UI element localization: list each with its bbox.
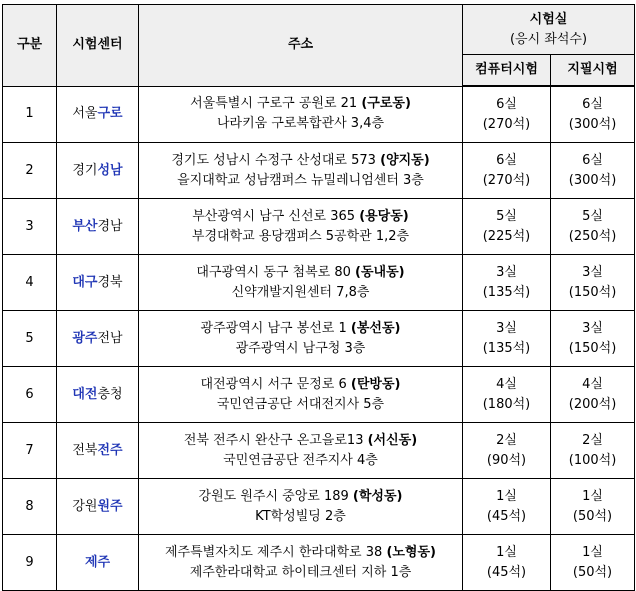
address-cell bbox=[139, 311, 463, 367]
computer-exam-seats: (225석) bbox=[482, 228, 531, 244]
address-cell bbox=[139, 423, 463, 479]
address-street: 경기도 성남시 수정구 산성대로 573 bbox=[171, 152, 381, 168]
address-cell bbox=[139, 367, 463, 423]
header-exam-rooms-title: 시험실 bbox=[529, 11, 568, 27]
address-line-2: 나라키움 구로복합관사 3,4층 bbox=[216, 116, 385, 132]
address-street: 대구광역시 동구 첨복로 80 bbox=[196, 264, 356, 280]
address-dong: (양지동) bbox=[380, 152, 430, 168]
written-exam-cell bbox=[551, 535, 635, 591]
written-exam-seats: (100석) bbox=[568, 452, 617, 468]
computer-exam-cell bbox=[463, 255, 551, 311]
center-city-highlight: 대구 bbox=[72, 274, 98, 290]
row-number: 7 bbox=[3, 423, 57, 479]
address-line-1 bbox=[139, 207, 462, 227]
address-dong: (봉선동) bbox=[350, 320, 401, 336]
row-number: 8 bbox=[3, 479, 57, 535]
address-line-1 bbox=[139, 319, 462, 339]
test-center-name bbox=[57, 479, 139, 535]
computer-exam-seats: (180석) bbox=[482, 396, 531, 412]
address-line-2: 제주한라대학교 하이테크센터 지하 1층 bbox=[189, 564, 412, 580]
row-number: 2 bbox=[3, 143, 57, 199]
test-center-name bbox=[57, 255, 139, 311]
center-region-suffix: 충청 bbox=[97, 386, 123, 402]
test-center-name bbox=[57, 86, 139, 143]
table-row bbox=[3, 479, 635, 535]
written-exam-seats: (300석) bbox=[568, 172, 617, 188]
test-center-name bbox=[57, 367, 139, 423]
address-street: 서울특별시 구로구 공원로 21 bbox=[190, 96, 362, 112]
row-number: 5 bbox=[3, 311, 57, 367]
written-exam-rooms: 6실 bbox=[582, 96, 603, 112]
address-line-2: 부경대학교 용당캠퍼스 5공학관 1,2층 bbox=[191, 228, 410, 244]
computer-exam-seats: (270석) bbox=[482, 172, 531, 188]
table-row bbox=[3, 311, 635, 367]
center-city-highlight: 성남 bbox=[97, 162, 123, 178]
written-exam-rooms: 5실 bbox=[582, 208, 603, 224]
written-exam-cell bbox=[551, 143, 635, 199]
center-city-highlight: 부산 bbox=[72, 218, 98, 234]
computer-exam-seats: (135석) bbox=[482, 284, 531, 300]
address-dong: (학성동) bbox=[352, 488, 403, 504]
test-center-name bbox=[57, 423, 139, 479]
computer-exam-cell bbox=[463, 535, 551, 591]
header-written-exam: 지필시험 bbox=[551, 55, 635, 87]
computer-exam-rooms: 4실 bbox=[496, 376, 517, 392]
computer-exam-seats: (270석) bbox=[482, 116, 531, 132]
computer-exam-rooms: 6실 bbox=[496, 96, 517, 112]
written-exam-rooms: 1실 bbox=[582, 488, 603, 504]
row-number: 3 bbox=[3, 199, 57, 255]
computer-exam-cell bbox=[463, 86, 551, 143]
written-exam-seats: (200석) bbox=[568, 396, 617, 412]
address-line-2: 신약개발지원센터 7,8층 bbox=[231, 284, 370, 300]
written-exam-cell bbox=[551, 367, 635, 423]
computer-exam-cell bbox=[463, 479, 551, 535]
row-number: 1 bbox=[3, 86, 57, 143]
written-exam-cell bbox=[551, 423, 635, 479]
computer-exam-rooms: 1실 bbox=[496, 488, 517, 504]
written-exam-rooms: 1실 bbox=[582, 544, 603, 560]
center-city-highlight: 원주 bbox=[97, 498, 123, 514]
test-center-name bbox=[57, 143, 139, 199]
computer-exam-seats: (45석) bbox=[486, 564, 527, 580]
address-line-1 bbox=[139, 263, 462, 283]
address-line-1 bbox=[139, 94, 462, 114]
address-dong: (서신동) bbox=[367, 432, 418, 448]
written-exam-rooms: 3실 bbox=[582, 264, 603, 280]
table-row bbox=[3, 423, 635, 479]
center-region-prefix: 경기 bbox=[72, 162, 98, 178]
header-number: 구분 bbox=[3, 5, 57, 87]
table-row bbox=[3, 143, 635, 199]
computer-exam-rooms: 3실 bbox=[496, 264, 517, 280]
center-region-prefix: 강원 bbox=[72, 498, 98, 514]
written-exam-cell bbox=[551, 86, 635, 143]
computer-exam-rooms: 5실 bbox=[496, 208, 517, 224]
row-number: 4 bbox=[3, 255, 57, 311]
center-region-suffix: 전남 bbox=[97, 330, 123, 346]
written-exam-cell bbox=[551, 199, 635, 255]
written-exam-seats: (50석) bbox=[572, 508, 613, 524]
computer-exam-cell bbox=[463, 367, 551, 423]
computer-exam-rooms: 2실 bbox=[496, 432, 517, 448]
header-test-center: 시험센터 bbox=[57, 5, 139, 87]
test-center-table bbox=[2, 4, 635, 591]
center-region-prefix: 서울 bbox=[72, 106, 98, 122]
table-row bbox=[3, 86, 635, 143]
address-cell bbox=[139, 535, 463, 591]
center-city-highlight: 광주 bbox=[72, 330, 98, 346]
computer-exam-rooms: 3실 bbox=[496, 320, 517, 336]
center-region-prefix: 전북 bbox=[72, 442, 98, 458]
computer-exam-cell bbox=[463, 143, 551, 199]
address-street: 부산광역시 남구 신선로 365 bbox=[192, 208, 360, 224]
address-street: 광주광역시 남구 봉선로 1 bbox=[200, 320, 351, 336]
address-dong: (노형동) bbox=[386, 544, 436, 560]
address-cell bbox=[139, 199, 463, 255]
address-line-2: 국민연금공단 전주지사 4층 bbox=[223, 452, 378, 468]
center-city-highlight: 대전 bbox=[72, 386, 98, 402]
center-city-highlight: 제주 bbox=[84, 554, 111, 570]
written-exam-seats: (150석) bbox=[568, 340, 617, 356]
computer-exam-cell bbox=[463, 199, 551, 255]
written-exam-rooms: 3실 bbox=[582, 320, 603, 336]
computer-exam-cell bbox=[463, 423, 551, 479]
center-city-highlight: 구로 bbox=[97, 106, 123, 122]
table-row bbox=[3, 367, 635, 423]
header-exam-rooms-subtitle: (응시 좌석수) bbox=[509, 31, 588, 47]
address-street: 제주특별자치도 제주시 한라대학로 38 bbox=[164, 544, 387, 560]
computer-exam-rooms: 6실 bbox=[496, 152, 517, 168]
address-line-1 bbox=[139, 487, 462, 507]
written-exam-seats: (50석) bbox=[572, 564, 613, 580]
address-line-1 bbox=[139, 375, 462, 395]
address-line-2: KT학성빌딩 2층 bbox=[255, 508, 346, 524]
address-line-2: 광주광역시 남구청 3층 bbox=[235, 340, 366, 356]
written-exam-cell bbox=[551, 255, 635, 311]
written-exam-rooms: 2실 bbox=[582, 432, 603, 448]
address-cell bbox=[139, 479, 463, 535]
written-exam-seats: (150석) bbox=[568, 284, 617, 300]
address-cell bbox=[139, 86, 463, 143]
address-line-1 bbox=[139, 431, 462, 451]
computer-exam-seats: (45석) bbox=[486, 508, 527, 524]
center-region-suffix: 경남 bbox=[97, 218, 123, 234]
address-street: 대전광역시 서구 문정로 6 bbox=[200, 376, 351, 392]
center-region-suffix: 경북 bbox=[97, 274, 123, 290]
address-dong: (구로동) bbox=[361, 96, 411, 112]
table-row bbox=[3, 199, 635, 255]
test-center-name bbox=[57, 535, 139, 591]
table-row bbox=[3, 535, 635, 591]
written-exam-rooms: 4실 bbox=[582, 376, 603, 392]
address-street: 전북 전주시 완산구 온고을로13 bbox=[183, 432, 368, 448]
address-line-1 bbox=[139, 151, 462, 171]
written-exam-seats: (250석) bbox=[568, 228, 617, 244]
address-dong: (동내동) bbox=[355, 264, 405, 280]
address-cell bbox=[139, 255, 463, 311]
address-line-2: 을지대학교 성남캠퍼스 뉴밀레니엄센터 3층 bbox=[177, 172, 424, 188]
address-street: 강원도 원주시 중앙로 189 bbox=[198, 488, 353, 504]
written-exam-rooms: 6실 bbox=[582, 152, 603, 168]
address-dong: (탄방동) bbox=[350, 376, 401, 392]
address-line-1 bbox=[139, 543, 462, 563]
center-city-highlight: 전주 bbox=[97, 442, 123, 458]
written-exam-seats: (300석) bbox=[568, 116, 617, 132]
address-cell bbox=[139, 143, 463, 199]
address-line-2: 국민연금공단 서대전지사 5층 bbox=[216, 396, 385, 412]
computer-exam-seats: (90석) bbox=[486, 452, 527, 468]
computer-exam-seats: (135석) bbox=[482, 340, 531, 356]
row-number: 6 bbox=[3, 367, 57, 423]
test-center-name bbox=[57, 311, 139, 367]
address-dong: (용당동) bbox=[359, 208, 409, 224]
header-exam-rooms bbox=[463, 5, 635, 55]
table-row bbox=[3, 255, 635, 311]
header-computer-exam: 컴퓨터시험 bbox=[463, 55, 551, 87]
written-exam-cell bbox=[551, 311, 635, 367]
computer-exam-rooms: 1실 bbox=[496, 544, 517, 560]
table-body bbox=[3, 86, 635, 591]
test-center-name bbox=[57, 199, 139, 255]
header-address: 주소 bbox=[139, 5, 463, 87]
computer-exam-cell bbox=[463, 311, 551, 367]
row-number: 9 bbox=[3, 535, 57, 591]
written-exam-cell bbox=[551, 479, 635, 535]
